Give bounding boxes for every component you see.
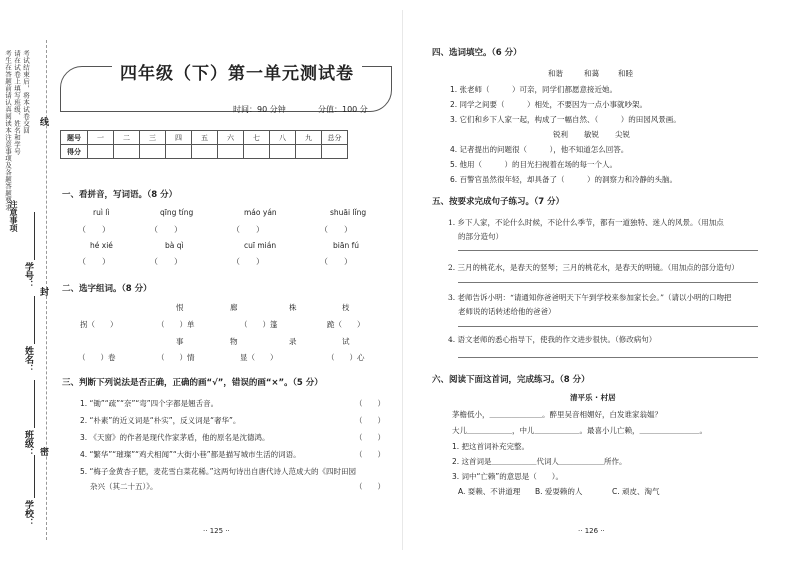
judge-answer[interactable]: （ ） bbox=[355, 416, 385, 425]
page-number-deco: ·· bbox=[203, 527, 210, 535]
page-number-deco: ·· bbox=[598, 527, 605, 535]
poem-title: 清平乐 · 村居 bbox=[570, 393, 616, 402]
answer-option[interactable]: C. 顽皮、淘气 bbox=[612, 487, 660, 496]
answer-line[interactable] bbox=[458, 250, 758, 251]
pinyin: qīng tíng bbox=[160, 208, 194, 217]
section-3-title: 三、判断下列说法是否正确，正确的画“√”，错误的画“×”。（5 分） bbox=[62, 378, 323, 388]
score-input[interactable] bbox=[140, 145, 166, 159]
word-choice: 敏锐 bbox=[584, 130, 599, 139]
score-cell: 八 bbox=[270, 131, 296, 145]
fill-item[interactable]: 2. 同学之间要（ ）相处，不要因为一点小事就吵架。 bbox=[450, 100, 648, 109]
score-cell: 一 bbox=[88, 131, 114, 145]
score-cell: 三 bbox=[140, 131, 166, 145]
choice-char: 录 bbox=[289, 337, 297, 346]
answer-blank[interactable]: （ ） bbox=[320, 257, 352, 266]
judge-item: 1. “锄”“疏”“奈”“弯”四个字都是翘舌音。 bbox=[80, 399, 219, 408]
exam-title: 四年级（下）第一单元测试卷 bbox=[112, 59, 362, 84]
sentence-task: 1. 乡下人家，不论什么时候，不论什么季节，都有一道独特、迷人的风景。（用加点 bbox=[448, 218, 724, 227]
score-input[interactable] bbox=[296, 145, 322, 159]
word-blank[interactable]: 拐（ ） bbox=[80, 320, 118, 329]
judge-item: 4. “繁华”“璀璨”“鸡犬相闻”“大街小巷”都是描写城市生活的词语。 bbox=[80, 450, 301, 459]
pinyin: ruì lì bbox=[93, 208, 110, 217]
sentence-task: 3. 老师告诉小明：“请通知你爸爸明天下午到学校来参加家长会。”（请以小明的口吻把 bbox=[448, 293, 732, 302]
page-divider bbox=[402, 10, 403, 550]
word-blank[interactable]: （ ）心 bbox=[327, 353, 365, 362]
fill-item[interactable]: 1. 张老师（ ）可亲，同学们都愿意接近她。 bbox=[450, 85, 618, 94]
word-blank[interactable]: （ ）卷 bbox=[78, 353, 116, 362]
score-input[interactable] bbox=[244, 145, 270, 159]
word-choice: 锐利 bbox=[553, 130, 568, 139]
answer-blank[interactable]: （ ） bbox=[78, 225, 110, 234]
score-input[interactable] bbox=[192, 145, 218, 159]
judge-item: 3. 《天窗》的作者是现代作家茅盾，他的原名是沈德鸿。 bbox=[80, 433, 270, 442]
time-info: 时间：90 分钟 bbox=[233, 105, 286, 114]
judge-answer[interactable]: （ ） bbox=[355, 482, 385, 491]
score-cell: 六 bbox=[218, 131, 244, 145]
sentence-task-cont: 的部分造句） bbox=[458, 232, 503, 241]
judge-answer[interactable]: （ ） bbox=[355, 433, 385, 442]
notice-label: 注意事项 bbox=[9, 200, 18, 232]
judge-answer[interactable]: （ ） bbox=[355, 450, 385, 459]
score-input[interactable] bbox=[88, 145, 114, 159]
score-input[interactable] bbox=[166, 145, 192, 159]
word-blank[interactable]: （ ）单 bbox=[157, 320, 195, 329]
poem-line[interactable]: 大儿＿＿＿＿＿＿，中儿＿＿＿＿＿＿。最喜小儿亡赖，＿＿＿＿＿＿＿＿。 bbox=[452, 426, 707, 435]
binding-mark: 密 bbox=[40, 448, 50, 458]
score-cell: 七 bbox=[244, 131, 270, 145]
name-label: 姓名： bbox=[23, 346, 33, 373]
judge-answer[interactable]: （ ） bbox=[355, 399, 385, 408]
section-2-title: 二、选字组词。（8 分） bbox=[62, 284, 152, 294]
reading-question[interactable]: 2. 这首词是＿＿＿＿＿＿代词人＿＿＿＿＿＿所作。 bbox=[452, 457, 627, 466]
score-table-score-row bbox=[61, 145, 348, 159]
score-info: 分值：100 分 bbox=[318, 105, 368, 114]
page-number-right: ·· 126 ·· bbox=[578, 527, 605, 535]
page-number-deco: ·· bbox=[578, 527, 585, 535]
sentence-task-cont: 老师说的话转述给他的爸爸） bbox=[458, 307, 556, 316]
fill-item[interactable]: 5. 他用（ ）的目光扫视着在场的每一个人。 bbox=[450, 160, 618, 169]
answer-blank[interactable]: （ ） bbox=[78, 257, 110, 266]
score-input[interactable] bbox=[114, 145, 140, 159]
judge-item: 5. “梅子金黄杏子肥，麦花雪白菜花稀。”这两句诗出自唐代诗人范成大的《四时田园 bbox=[80, 467, 357, 476]
section-5-title: 五、按要求完成句子练习。（7 分） bbox=[432, 197, 565, 207]
choice-char: 枝 bbox=[342, 303, 350, 312]
student-id-label: 学号： bbox=[23, 262, 33, 289]
word-choice: 和睦 bbox=[618, 69, 633, 78]
student-id-field[interactable] bbox=[34, 212, 35, 260]
choice-char: 物 bbox=[230, 337, 238, 346]
notice-column: 考生在答题前请认真阅读本注意事项及各题答题要求 bbox=[4, 50, 12, 211]
score-cell: 二 bbox=[114, 131, 140, 145]
score-cell: 四 bbox=[166, 131, 192, 145]
notice-column: 请在试卷上填写班级、姓名和学号 bbox=[13, 50, 21, 155]
fill-item[interactable]: 4. 记者提出的问题很（ ），他不知道怎么回答。 bbox=[450, 145, 629, 154]
score-table bbox=[60, 130, 348, 159]
pinyin: biān fú bbox=[333, 241, 359, 250]
sentence-task: 4. 语文老师的悉心指导下，使我的作文进步很快。（修改病句） bbox=[448, 335, 657, 344]
choice-char: 事 bbox=[176, 337, 184, 346]
name-field[interactable] bbox=[34, 296, 35, 344]
score-cell: 总分 bbox=[322, 131, 348, 145]
poem-line[interactable]: 茅檐低小，＿＿＿＿＿＿＿。醉里吴音相媚好，白发谁家翁媪？ bbox=[452, 410, 662, 419]
answer-line[interactable] bbox=[458, 282, 758, 283]
answer-option[interactable]: B. 爱耍赖的人 bbox=[535, 487, 583, 496]
reading-question: 1. 把这首词补充完整。 bbox=[452, 442, 530, 451]
pinyin: cuī mián bbox=[244, 241, 277, 250]
pinyin: bà qì bbox=[165, 241, 184, 250]
score-cell: 题号 bbox=[61, 131, 88, 145]
school-label: 学校： bbox=[23, 500, 33, 527]
choice-char: 试 bbox=[342, 337, 350, 346]
score-input[interactable] bbox=[322, 145, 348, 159]
binding-mark: 线 bbox=[40, 118, 50, 128]
word-choice: 和谐 bbox=[548, 69, 563, 78]
page-number-deco: ·· bbox=[223, 527, 230, 535]
answer-blank[interactable]: （ ） bbox=[320, 225, 352, 234]
fill-item[interactable]: 6. 百警官虽然很年轻，却具备了（ ）的洞察力和冷静的头脑。 bbox=[450, 175, 678, 184]
class-field[interactable] bbox=[34, 380, 35, 428]
section-1-title: 一、看拼音，写词语。（8 分） bbox=[62, 190, 178, 200]
answer-line[interactable] bbox=[458, 326, 758, 327]
sentence-task: 2. 三月的桃花水，是春天的竖琴；三月的桃花水，是春天的明镜。（用加点的部分造句） bbox=[448, 263, 739, 272]
word-blank[interactable]: 显（ ） bbox=[240, 353, 278, 362]
answer-blank[interactable]: （ ） bbox=[150, 225, 182, 234]
word-blank[interactable]: 跪（ ） bbox=[327, 320, 365, 329]
fill-item[interactable]: 3. 它们和乡下人家一起，构成了一幅自然、（ ）的田园风景画。 bbox=[450, 115, 681, 124]
score-cell: 九 bbox=[296, 131, 322, 145]
answer-blank[interactable]: （ ） bbox=[232, 225, 264, 234]
word-blank[interactable]: （ ）篷 bbox=[240, 320, 278, 329]
choice-char: 廊 bbox=[230, 303, 238, 312]
pinyin: máo yán bbox=[244, 208, 277, 217]
answer-line[interactable] bbox=[458, 357, 758, 358]
judge-item-cont: 杂兴（其二十五）》。 bbox=[90, 482, 158, 491]
judge-item: 2. “朴素”的近义词是“朴实”，反义词是“奢华”。 bbox=[80, 416, 241, 425]
score-input[interactable] bbox=[270, 145, 296, 159]
score-input[interactable] bbox=[218, 145, 244, 159]
pinyin: shuāi lǐng bbox=[330, 208, 367, 217]
binding-mark: 封 bbox=[40, 288, 50, 298]
word-choice: 和蔼 bbox=[584, 69, 599, 78]
class-label: 班级： bbox=[23, 430, 33, 457]
score-table-header-row bbox=[61, 131, 348, 145]
pinyin: hé xié bbox=[90, 241, 113, 250]
notice-column: 考试结束后，将本试卷交回 bbox=[22, 50, 30, 134]
answer-blank[interactable]: （ ） bbox=[232, 257, 264, 266]
page-number-left: ·· 125 ·· bbox=[203, 527, 230, 535]
answer-option[interactable]: A. 耍赖、不讲道理 bbox=[458, 487, 521, 496]
choice-char: 恨 bbox=[176, 303, 184, 312]
reading-question[interactable]: 3. 词中“亡赖”的意思是（ ）。 bbox=[452, 472, 564, 481]
answer-blank[interactable]: （ ） bbox=[150, 257, 182, 266]
school-field[interactable] bbox=[34, 455, 35, 498]
score-row-label: 得分 bbox=[61, 145, 88, 159]
word-blank[interactable]: （ ）情 bbox=[157, 353, 195, 362]
choice-char: 株 bbox=[289, 303, 297, 312]
word-choice: 尖锐 bbox=[615, 130, 630, 139]
score-cell: 五 bbox=[192, 131, 218, 145]
section-6-title: 六、阅读下面这首词，完成练习。（8 分） bbox=[432, 375, 590, 385]
section-4-title: 四、选词填空。（6 分） bbox=[432, 48, 522, 58]
